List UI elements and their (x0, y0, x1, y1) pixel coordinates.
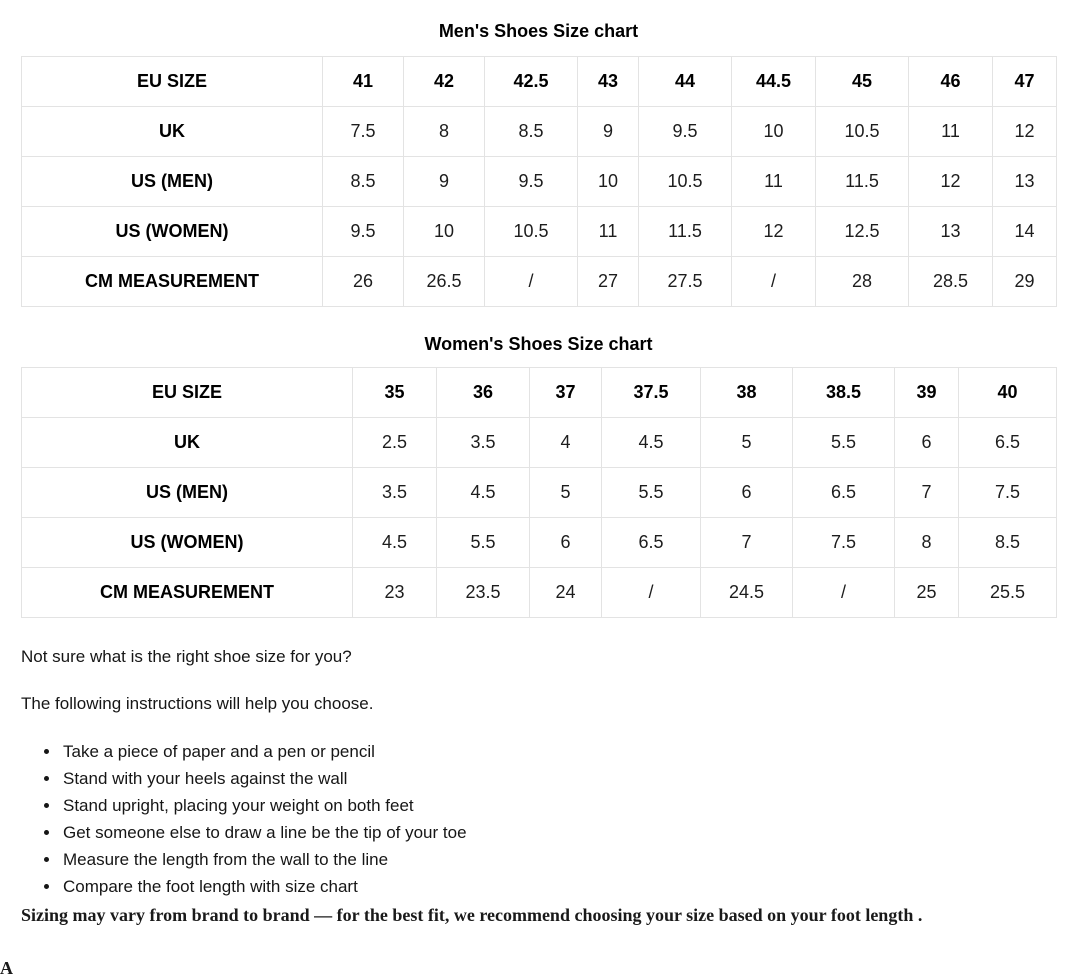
size-value-cell: 29 (993, 257, 1057, 307)
size-value-cell: 8 (895, 518, 959, 568)
size-value-cell: 38.5 (793, 368, 895, 418)
size-value-cell: 5 (530, 468, 602, 518)
size-value-cell: 9 (404, 157, 485, 207)
size-value-cell: 6 (530, 518, 602, 568)
row-label-cell: US (WOMEN) (22, 207, 323, 257)
size-value-cell: 23 (353, 568, 437, 618)
mens-chart-title: Men's Shoes Size chart (438, 21, 639, 41)
size-value-cell: 12 (909, 157, 993, 207)
size-value-cell: 26 (323, 257, 404, 307)
size-value-cell: 11 (578, 207, 639, 257)
size-value-cell: 4.5 (353, 518, 437, 568)
size-value-cell: 11 (909, 107, 993, 157)
size-value-cell: 42.5 (485, 57, 578, 107)
size-value-cell: 12 (732, 207, 816, 257)
size-value-cell: 6 (895, 418, 959, 468)
size-value-cell: 5.5 (437, 518, 530, 568)
size-value-cell: 5.5 (602, 468, 701, 518)
size-value-cell: 37 (530, 368, 602, 418)
step-item: • Measure the length from the wall to the line (61, 846, 1056, 873)
row-label-cell: US (WOMEN) (22, 518, 353, 568)
size-value-cell: 3.5 (353, 468, 437, 518)
size-value-cell: 5 (701, 418, 793, 468)
size-value-cell: / (602, 568, 701, 618)
size-value-cell: 4 (530, 418, 602, 468)
size-value-cell: 10.5 (816, 107, 909, 157)
row-label-cell: EU SIZE (22, 368, 353, 418)
table-row (22, 107, 1057, 157)
row-label-cell: US (MEN) (22, 468, 353, 518)
size-value-cell: 7 (701, 518, 793, 568)
table-row (22, 157, 1057, 207)
size-value-cell: 27 (578, 257, 639, 307)
mens-size-table (21, 56, 1057, 307)
size-guide-page (0, 20, 1077, 928)
size-value-cell: 9.5 (485, 157, 578, 207)
size-value-cell: 38 (701, 368, 793, 418)
size-value-cell: 8.5 (485, 107, 578, 157)
size-value-cell: 10 (578, 157, 639, 207)
size-value-cell: 44.5 (732, 57, 816, 107)
table-row (22, 207, 1057, 257)
size-value-cell: 13 (993, 157, 1057, 207)
size-value-cell: 25.5 (959, 568, 1057, 618)
size-value-cell: 12 (993, 107, 1057, 157)
table-row (22, 57, 1057, 107)
size-value-cell: 14 (993, 207, 1057, 257)
size-value-cell: 4.5 (437, 468, 530, 518)
size-value-cell: 8.5 (959, 518, 1057, 568)
size-value-cell: 9.5 (323, 207, 404, 257)
size-value-cell: 13 (909, 207, 993, 257)
size-value-cell: 46 (909, 57, 993, 107)
step-item: • Stand with your heels against the wall (61, 765, 1056, 792)
size-value-cell: 10.5 (485, 207, 578, 257)
size-value-cell: 28 (816, 257, 909, 307)
size-value-cell: 11.5 (816, 157, 909, 207)
size-value-cell: 11.5 (639, 207, 732, 257)
size-value-cell: 6.5 (959, 418, 1057, 468)
size-value-cell: 42 (404, 57, 485, 107)
size-value-cell: 7.5 (959, 468, 1057, 518)
row-label-cell: CM MEASUREMENT (22, 257, 323, 307)
size-value-cell: 7.5 (323, 107, 404, 157)
step-item: • Take a piece of paper and a pen or pencil (61, 738, 1056, 765)
womens-chart-title: Women's Shoes Size chart (424, 334, 653, 354)
size-value-cell: 6.5 (602, 518, 701, 568)
size-value-cell: 23.5 (437, 568, 530, 618)
size-value-cell: 24 (530, 568, 602, 618)
size-value-cell: 2.5 (353, 418, 437, 468)
size-value-cell: 10 (404, 207, 485, 257)
size-value-cell: 3.5 (437, 418, 530, 468)
measurement-steps-list (21, 738, 1056, 900)
question-text: Not sure what is the right shoe size for you? (21, 647, 352, 666)
step-item: • Stand upright, placing your weight on both feet (61, 792, 1056, 819)
row-label-cell: EU SIZE (22, 57, 323, 107)
womens-size-table (21, 367, 1057, 618)
intro-text: The following instructions will help you choose. (21, 694, 374, 713)
table-row (22, 418, 1057, 468)
clipped-next-line-glyph: A (0, 958, 13, 978)
table-row (22, 257, 1057, 307)
size-value-cell: 7 (895, 468, 959, 518)
size-value-cell: 28.5 (909, 257, 993, 307)
size-value-cell: 43 (578, 57, 639, 107)
size-value-cell: 47 (993, 57, 1057, 107)
row-label-cell: US (MEN) (22, 157, 323, 207)
instructions-section (21, 644, 1056, 928)
size-value-cell: 9.5 (639, 107, 732, 157)
size-value-cell: 7.5 (793, 518, 895, 568)
size-value-cell: 10 (732, 107, 816, 157)
size-value-cell: 35 (353, 368, 437, 418)
size-value-cell: 9 (578, 107, 639, 157)
size-value-cell: / (485, 257, 578, 307)
size-value-cell: 11 (732, 157, 816, 207)
size-value-cell: 5.5 (793, 418, 895, 468)
sizing-disclaimer-text: Sizing may vary from brand to brand — for the best fit, we recommend choosing your size based on your foot length . (21, 905, 923, 925)
size-value-cell: 36 (437, 368, 530, 418)
table-row (22, 568, 1057, 618)
size-value-cell: 8.5 (323, 157, 404, 207)
size-value-cell: 27.5 (639, 257, 732, 307)
size-value-cell: 45 (816, 57, 909, 107)
row-label-cell: CM MEASUREMENT (22, 568, 353, 618)
size-value-cell: 44 (639, 57, 732, 107)
size-value-cell: 8 (404, 107, 485, 157)
size-value-cell: 6 (701, 468, 793, 518)
size-value-cell: 26.5 (404, 257, 485, 307)
table-row (22, 368, 1057, 418)
size-value-cell: 41 (323, 57, 404, 107)
table-row (22, 468, 1057, 518)
size-value-cell: 37.5 (602, 368, 701, 418)
size-value-cell: / (732, 257, 816, 307)
row-label-cell: UK (22, 107, 323, 157)
row-label-cell: UK (22, 418, 353, 468)
size-value-cell: 25 (895, 568, 959, 618)
size-value-cell: 24.5 (701, 568, 793, 618)
size-value-cell: 10.5 (639, 157, 732, 207)
size-value-cell: 6.5 (793, 468, 895, 518)
table-row (22, 518, 1057, 568)
step-item: • Compare the foot length with size chart (61, 873, 1056, 900)
size-value-cell: / (793, 568, 895, 618)
size-value-cell: 39 (895, 368, 959, 418)
size-value-cell: 4.5 (602, 418, 701, 468)
size-value-cell: 40 (959, 368, 1057, 418)
size-value-cell: 12.5 (816, 207, 909, 257)
step-item: • Get someone else to draw a line be the tip of your toe (61, 819, 1056, 846)
